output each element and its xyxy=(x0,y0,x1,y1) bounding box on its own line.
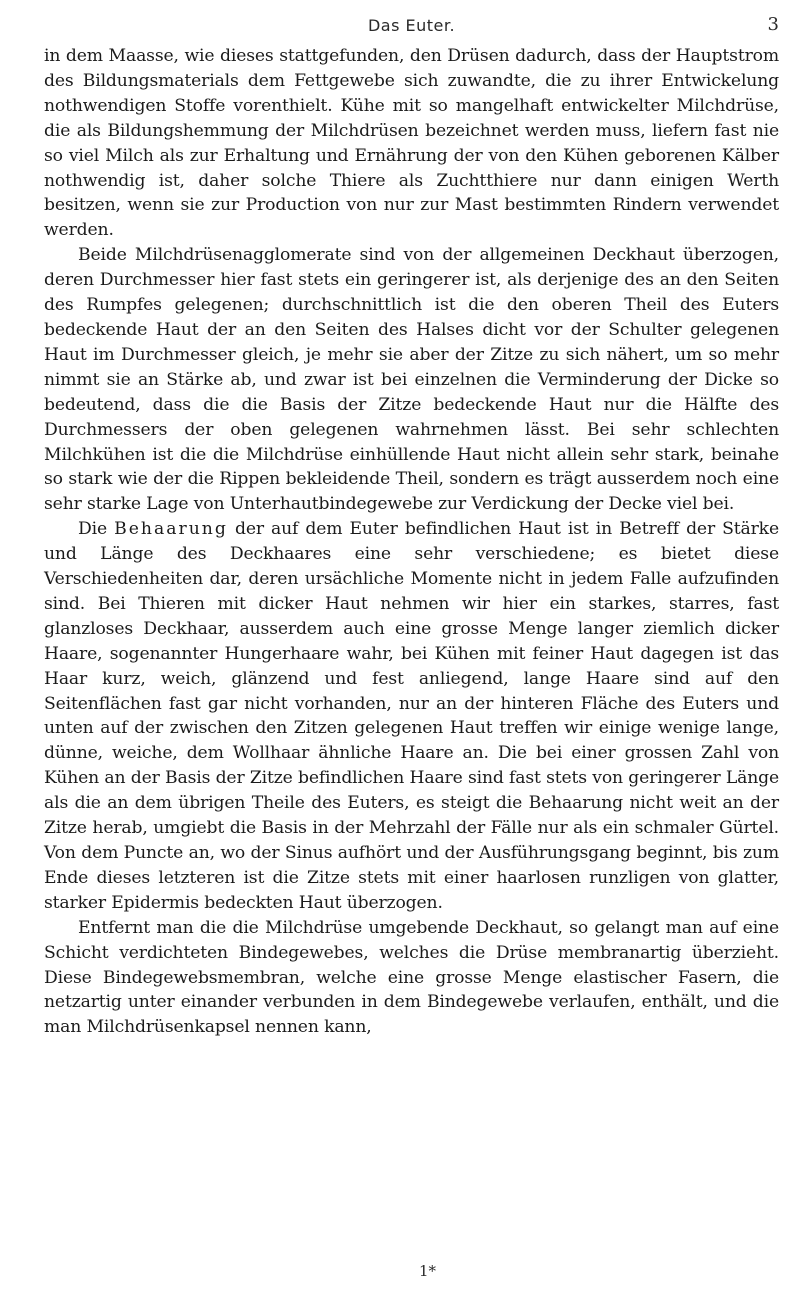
body-text xyxy=(44,44,779,1040)
behaarung-term: Behaarung xyxy=(114,519,228,540)
paragraph-4: Entfernt man die die Milchdrüse umgebende Deckhaut, so gelangt man auf eine Schicht verdichteten Bindegewebes, welches die Drüse membranartig überzieht. Diese Bindegewebsmembran, welche eine grosse Menge elastischer Fasern, die netzartig unter einander verbunden in dem Bindegewebe verlaufen, enthält, und die man Milchdrüsenkapsel nennen kann, xyxy=(44,917,779,1038)
paragraph-3-rest: der auf dem Euter befindlichen Haut ist in Betreff der Stärke und Länge des Deckhaares eine sehr verschiedene; es bietet diese Verschiedenheiten dar, deren ursächliche Momente nicht in jedem Falle aufzufinden sind. Bei Thieren mit dicker Haut nehmen wir hier ein starkes, starres, fast glanzloses Deckhaar, ausserdem auch eine grosse Menge langer ziemlich dicker Haare, sogenannter Hungerhaare wahr, bei Kühen mit feiner Haut dagegen ist das Haar kurz, weich, glänzend und fest anliegend, lange Haare sind auf den Seitenflächen fast gar nicht vorhanden, nur an der hinteren Fläche des Euters und unten auf der zwischen den Zitzen gelegenen Haut treffen wir einige wenige lange, dünne, weiche, dem Wollhaar ähnliche Haare an. Die bei einer grossen Zahl von Kühen an der Basis der Zitze befindlichen Haare sind fast stets von geringerer Länge als die an dem übrigen Theile des Euters, es steigt die Behaarung nicht weit an der Zitze herab, umgiebt die Basis in der Mehrzahl der Fälle nur als ein schmaler Gürtel. Von dem Puncte an, wo der Sinus aufhört und der Ausführungsgang beginnt, bis zum Ende dieses letzteren ist die Zitze stets mit einer haarlosen runzligen von glatter, starker Epidermis bedeckten Haut überzogen. xyxy=(44,519,779,913)
page-number: 3 xyxy=(767,14,779,35)
paragraph-3 xyxy=(44,517,779,916)
book-page xyxy=(44,10,779,1294)
paragraph-1: in dem Maasse, wie dieses stattgefunden, den Drüsen dadurch, dass der Hauptstrom des Bildungsmaterials dem Fettgewebe sich zuwandte, die zu ihrer Entwickelung nothwendigen Stoffe vorenthielt. Kühe mit so mangelhaft entwickelter Milchdrüse, die als Bildungshemmung der Milchdrüsen bezeichnet werden muss, liefern fast nie so viel Milch als zur Erhaltung und Ernährung der von den Kühen geborenen Kälber nothwendig ist, daher solche Thiere als Zuchtthiere nur dann einigen Werth besitzen, wenn sie zur Production von nur zur Mast bestimmten Rindern verwendet werden. xyxy=(44,46,779,241)
running-title: Das Euter. xyxy=(367,16,456,35)
running-header xyxy=(44,10,779,44)
paragraph-3-lead: Die xyxy=(78,519,107,540)
signature-mark: 1* xyxy=(419,1262,437,1280)
paragraph-2: Beide Milchdrüsenagglomerate sind von der allgemeinen Deckhaut überzogen, deren Durchmesser hier fast stets ein geringerer ist, als derjenige des an den Seiten des Rumpfes gelegenen; durchschnittlich ist die den oberen Theil des Euters bedeckende Haut der an den Seiten des Halses dicht vor der Schulter gelegenen Haut im Durchmesser gleich, je mehr sie aber der Zitze zu sich nähert, um so mehr nimmt sie an Stärke ab, und zwar ist bei einzelnen die Verminderung der Dicke so bedeutend, dass die die Basis der Zitze bedeckende Haut nur die Hälfte des Durchmessers der oben gelegenen wahrnehmen lässt. Bei sehr schlechten Milchkühen ist die die Milchdrüse einhüllende Haut nicht allein sehr stark, beinahe so stark wie der die Rippen bekleidende Theil, sondern es trägt ausserdem noch eine sehr starke Lage von Unterhautbindegewebe zur Verdickung der Decke viel bei. xyxy=(44,245,779,515)
